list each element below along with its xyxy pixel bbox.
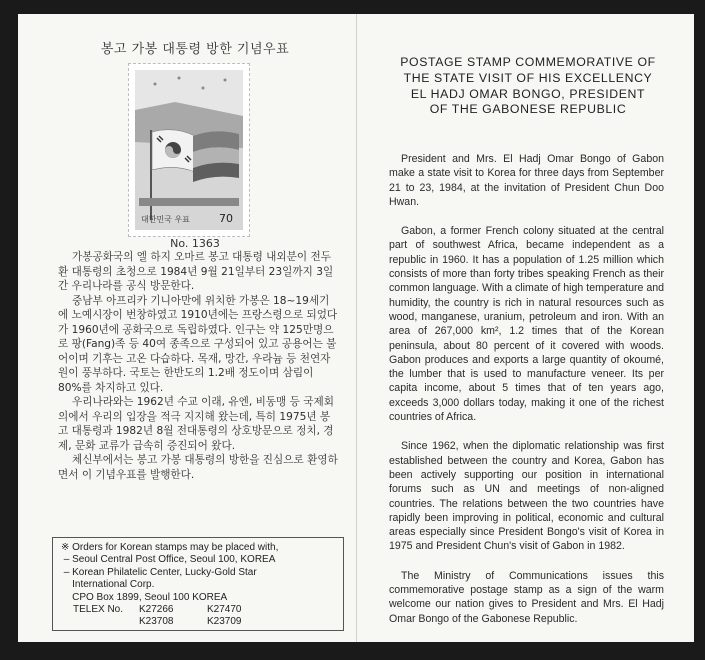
english-paragraph: The Ministry of Communications issues this commemorative postage stamp as a sign of the warm welcome our nation gives to President and Mrs. El Hadj Omar Bongo of the Gabonese Republic. [389, 569, 664, 625]
korean-paragraph: 우리나라와는 1962년 수교 이래, 유엔, 비동맹 등 국제회의에서 우리의 입장을 적극 지지해 왔는데, 특히 1975년 봉고 대통령과 1982년 8월 전대통령의 상호방문으로 정치, 경제, 문화 교류가 급속히 증진되어 왔다. [58, 396, 334, 452]
english-title-line: POSTAGE STAMP COMMEMORATIVE OF [400, 55, 656, 69]
orders-line: International Corp. [61, 579, 155, 591]
stamp-text: 대한민국 우표 [141, 215, 190, 224]
telex-number: K23709 [207, 616, 242, 628]
fold-line [356, 14, 357, 642]
orders-line: – Korean Philatelic Center, Lucky-Gold Star [61, 566, 257, 578]
english-body [389, 152, 664, 641]
orders-line: CPO Box 1899, Seoul 100 KOREA [61, 591, 228, 603]
english-paragraph: Since 1962, when the diplomatic relationship was first established between the country and Korea, Gabon has been actively supporting our position in international forums such as UN and meetings of non-aligned countries. The relations between the two countries have rapidly been improving in political, economic and cultural areas especially since President Bongo's visit of Korea in 1975 and President Chun's visit of Gabon in 1982. [389, 440, 664, 553]
korean-title: 봉고 가봉 대통령 방한 기념우표 [100, 42, 290, 57]
korean-paragraph: 체신부에서는 봉고 가봉 대통령의 방한을 진심으로 환영하면서 이 기념우표를 발행한다. [58, 454, 338, 481]
telex-number: K27266 [139, 604, 174, 616]
english-paragraph: Gabon, a former French colony situated at the central part of southwest Africa, became independent as a republic in 1960. It has a population of 1.25 million which consists of more than forty tribes speaking French as their common language. With a climate of high temperature and humidity, the country is rich in natural resources such as wood, manganese, uranium, petroleum and iron. With an area of 267,000 km², 1.2 times that of the Korean peninsula, about 80 percent of it covered with woods. Gabon produces and exports a large quantity of okoumé, the lumber that is used to manufacture veneer. Its per capita income, about 5 times that of ten years ago, exceeds 3,000 dollars today, making it one of the richest countries of Africa. [389, 225, 664, 424]
english-title-line: OF THE GABONESE REPUBLIC [429, 102, 627, 117]
stamp [128, 63, 250, 237]
telex-label: TELEX No. [73, 604, 124, 616]
orders-line: – Seoul Central Post Office, Seoul 100, KOREA [61, 554, 276, 566]
stamp-value: 70 [219, 212, 233, 225]
orders-box [52, 537, 344, 631]
korean-paragraph: 중남부 아프리카 기니아만에 위치한 가봉은 18~19세기에 노예시장이 번창하였고 1910년에는 프랑스령으로 되었다가 1960년에 공화국으로 독립하였다. 인구는 약 125만명으로 팡(Fang)족 등 40여 종족으로 구성되어 있고 공용어는 불어이며 기후는 고온 다습하다. 목재, 망간, 우라늄 등 천연자원이 풍부하다. 국토는 한반도의 1.2배 정도이며 삼림이 80%를 차지하고 있다. [58, 294, 338, 394]
english-title [378, 55, 678, 118]
english-title-line: EL HADJ OMAR BONGO, PRESIDENT [410, 86, 646, 101]
orders-line: ※ Orders for Korean stamps may be placed with, [61, 542, 279, 553]
korean-body [58, 250, 338, 482]
korean-paragraph: 가봉공화국의 엘 하지 오마르 봉고 대통령 내외분이 전두환 대통령의 초청으로 1984년 9월 21일부터 23일까지 3일간 우리나라를 공식 방문한다. [58, 251, 334, 292]
telex-row-1 [61, 604, 335, 616]
stamp-number: No. 1363 [170, 237, 220, 250]
english-paragraph: President and Mrs. El Hadj Omar Bongo of Gabon make a state visit to Korea for three days from September 21 to 23, 1984, at the invitation of President Chun Doo Hwan. [389, 153, 664, 208]
stamp-image [135, 70, 243, 230]
telex-row-2 [61, 616, 335, 628]
telex-number: K27470 [207, 604, 242, 616]
telex-number: K23708 [139, 616, 174, 628]
stamp-artwork [135, 70, 243, 230]
english-title-line: THE STATE VISIT OF HIS EXCELLENCY [403, 70, 653, 85]
